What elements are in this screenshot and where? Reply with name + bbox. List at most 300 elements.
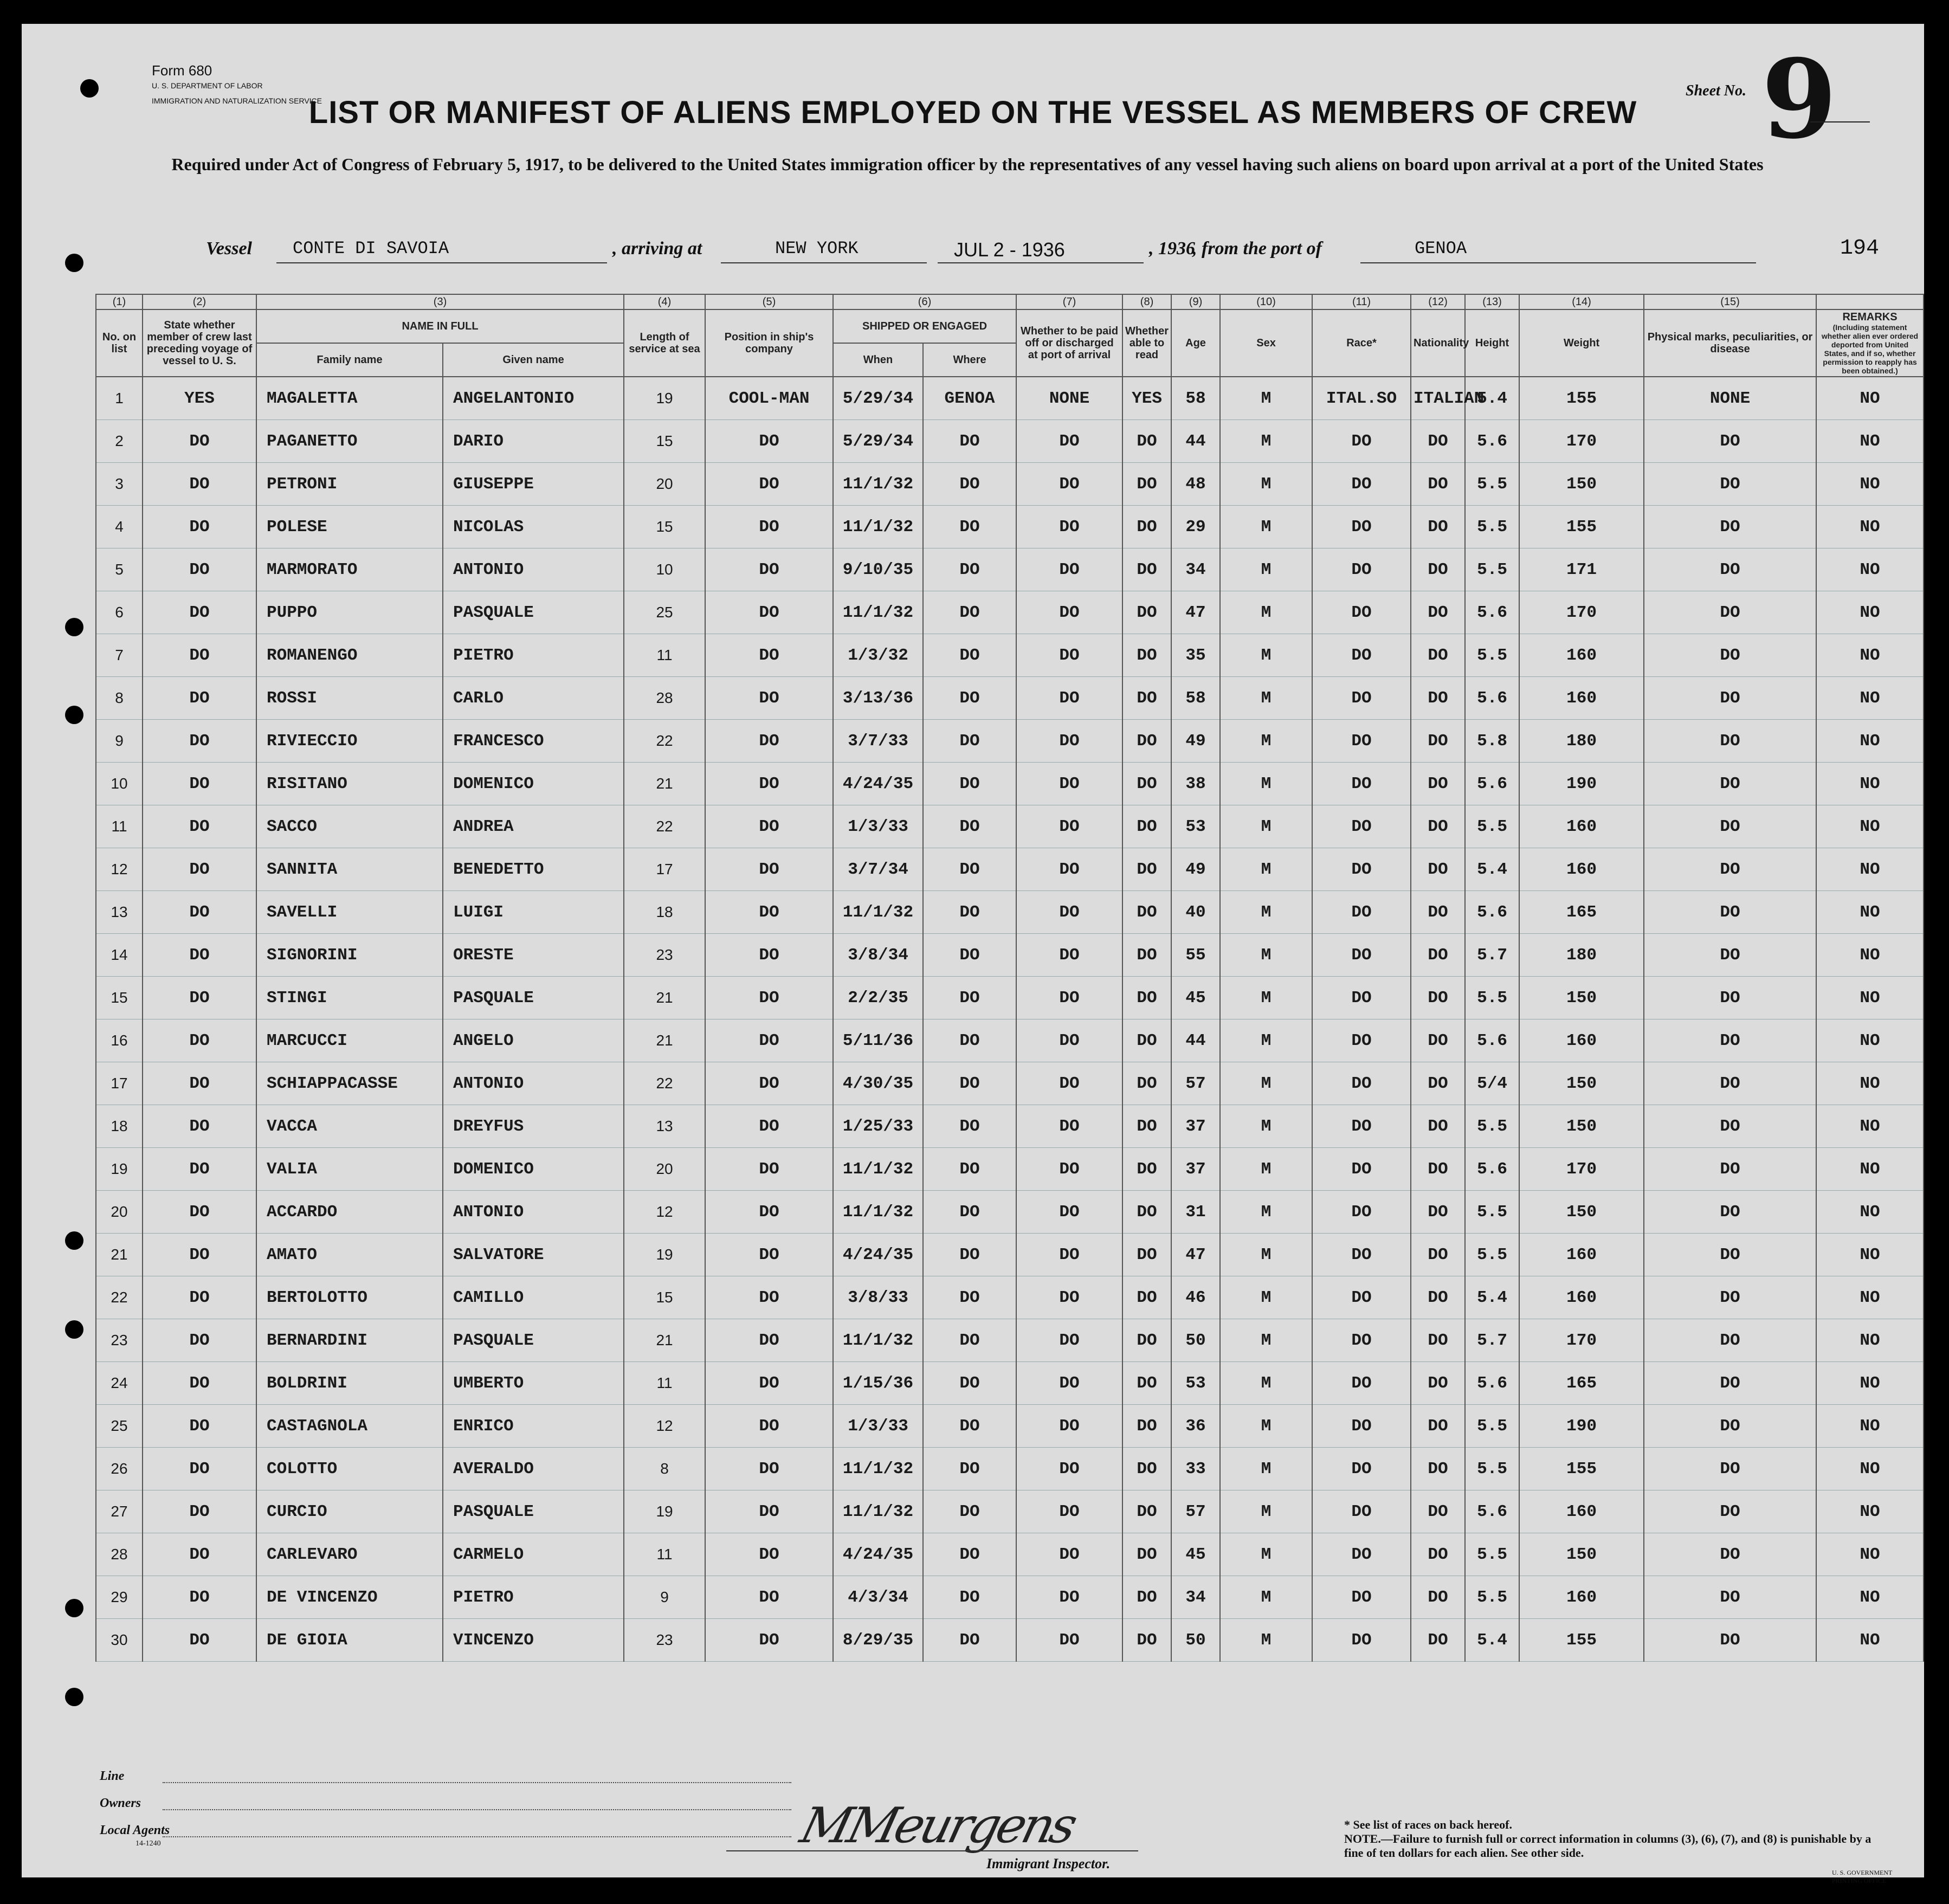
cell-race: DO: [1312, 591, 1411, 634]
cell-given-name: DARIO: [443, 420, 624, 463]
col-num: (13): [1465, 294, 1519, 309]
cell-shipped-where: GENOA: [923, 377, 1016, 420]
cell-family-name: VACCA: [256, 1105, 443, 1148]
cell-able-to-read: DO: [1122, 1619, 1171, 1662]
cell-paid-off: DO: [1016, 1448, 1122, 1490]
cell-race: DO: [1312, 1448, 1411, 1490]
cell-age: 58: [1171, 677, 1220, 720]
cell-race: DO: [1312, 1276, 1411, 1319]
cell-service-length: 28: [624, 677, 705, 720]
cell-row-number: 15: [96, 977, 143, 1019]
cell-family-name: BOLDRINI: [256, 1362, 443, 1405]
cell-family-name: SACCO: [256, 805, 443, 848]
cell-service-length: 12: [624, 1191, 705, 1234]
col-num: (4): [624, 294, 705, 309]
cell-nationality: DO: [1411, 1148, 1465, 1191]
cell-paid-off: NONE: [1016, 377, 1122, 420]
binder-hole: [65, 1320, 83, 1339]
cell-race: DO: [1312, 1619, 1411, 1662]
cell-race: DO: [1312, 506, 1411, 548]
cell-remarks: NO: [1816, 720, 1924, 763]
cell-position: DO: [705, 1234, 833, 1276]
cell-age: 58: [1171, 377, 1220, 420]
cell-able-to-read: DO: [1122, 1362, 1171, 1405]
cell-height: 5.5: [1465, 1533, 1519, 1576]
cell-service-length: 9: [624, 1576, 705, 1619]
column-number-row: [96, 294, 1924, 309]
cell-given-name: UMBERTO: [443, 1362, 624, 1405]
corner-number: 194: [1840, 236, 1880, 261]
cell-age: 47: [1171, 591, 1220, 634]
cell-row-number: 21: [96, 1234, 143, 1276]
page-title: LIST OR MANIFEST OF ALIENS EMPLOYED ON THE VESSEL AS MEMBERS OF CREW: [308, 95, 1637, 130]
cell-weight: 155: [1519, 1448, 1644, 1490]
cell-age: 34: [1171, 548, 1220, 591]
cell-able-to-read: DO: [1122, 1276, 1171, 1319]
remarks-note: (Including statement whether alien ever ordered deported from United States, and if so, whether permission to reapply has been obtained.): [1821, 323, 1919, 375]
cell-position: DO: [705, 1533, 833, 1576]
cell-shipped-where: DO: [923, 463, 1016, 506]
cell-row-number: 16: [96, 1019, 143, 1062]
cell-weight: 170: [1519, 591, 1644, 634]
cell-service-length: 23: [624, 1619, 705, 1662]
cell-nationality: ITALIAN: [1411, 377, 1465, 420]
cell-family-name: MAGALETTA: [256, 377, 443, 420]
cell-able-to-read: DO: [1122, 891, 1171, 934]
cell-weight: 150: [1519, 1062, 1644, 1105]
cell-shipped-where: DO: [923, 420, 1016, 463]
table-row: [96, 1191, 1924, 1234]
table-row: [96, 1362, 1924, 1405]
cell-sex: M: [1220, 1405, 1312, 1448]
table-row: [96, 720, 1924, 763]
cell-sex: M: [1220, 548, 1312, 591]
remarks-title: REMARKS: [1842, 311, 1898, 323]
cell-shipped-when: 3/7/34: [833, 848, 923, 891]
cell-sex: M: [1220, 934, 1312, 977]
cell-shipped-when: 9/10/35: [833, 548, 923, 591]
col-header-given: Given name: [443, 343, 624, 377]
cell-weight: 171: [1519, 548, 1644, 591]
col-num: (12): [1411, 294, 1465, 309]
vessel-underline: [276, 262, 607, 263]
cell-position: DO: [705, 634, 833, 677]
cell-given-name: AVERALDO: [443, 1448, 624, 1490]
cell-given-name: ANGELO: [443, 1019, 624, 1062]
cell-shipped-when: 8/29/35: [833, 1619, 923, 1662]
cell-height: 5.6: [1465, 891, 1519, 934]
cell-sex: M: [1220, 463, 1312, 506]
cell-race: DO: [1312, 463, 1411, 506]
cell-service-length: 11: [624, 1533, 705, 1576]
cell-family-name: SIGNORINI: [256, 934, 443, 977]
cell-age: 40: [1171, 891, 1220, 934]
cell-height: 5/4: [1465, 1062, 1519, 1105]
cell-race: DO: [1312, 1148, 1411, 1191]
table-row: [96, 1019, 1924, 1062]
cell-sex: M: [1220, 1105, 1312, 1148]
cell-physical-marks: DO: [1644, 1191, 1816, 1234]
table-row: [96, 805, 1924, 848]
cell-able-to-read: YES: [1122, 377, 1171, 420]
cell-sex: M: [1220, 420, 1312, 463]
cell-given-name: ANTONIO: [443, 1062, 624, 1105]
cell-family-name: ROSSI: [256, 677, 443, 720]
cell-height: 5.5: [1465, 977, 1519, 1019]
cell-able-to-read: DO: [1122, 463, 1171, 506]
cell-remarks: NO: [1816, 891, 1924, 934]
cell-weight: 180: [1519, 720, 1644, 763]
binder-hole: [80, 79, 99, 98]
cell-row-number: 17: [96, 1062, 143, 1105]
table-row: [96, 934, 1924, 977]
cell-service-length: 22: [624, 720, 705, 763]
cell-weight: 150: [1519, 463, 1644, 506]
cell-age: 49: [1171, 848, 1220, 891]
cell-service-length: 12: [624, 1405, 705, 1448]
cell-row-number: 14: [96, 934, 143, 977]
cell-weight: 190: [1519, 1405, 1644, 1448]
col-num: (2): [143, 294, 256, 309]
cell-given-name: PASQUALE: [443, 1490, 624, 1533]
cell-able-to-read: DO: [1122, 1319, 1171, 1362]
cell-shipped-where: DO: [923, 1533, 1016, 1576]
header-row: [96, 309, 1924, 343]
table-row: [96, 1062, 1924, 1105]
cell-height: 5.5: [1465, 1105, 1519, 1148]
cell-crew-state: DO: [143, 720, 256, 763]
cell-able-to-read: DO: [1122, 1533, 1171, 1576]
cell-shipped-when: 11/1/32: [833, 1191, 923, 1234]
cell-physical-marks: DO: [1644, 1448, 1816, 1490]
cell-race: DO: [1312, 891, 1411, 934]
from-port: GENOA: [1415, 238, 1467, 259]
cell-sex: M: [1220, 977, 1312, 1019]
form-number: Form 680: [152, 62, 212, 79]
cell-nationality: DO: [1411, 1533, 1465, 1576]
cell-shipped-when: 3/7/33: [833, 720, 923, 763]
cell-remarks: NO: [1816, 1619, 1924, 1662]
cell-sex: M: [1220, 1234, 1312, 1276]
cell-weight: 150: [1519, 1191, 1644, 1234]
cell-shipped-where: DO: [923, 977, 1016, 1019]
cell-sex: M: [1220, 1448, 1312, 1490]
cell-row-number: 25: [96, 1405, 143, 1448]
cell-weight: 160: [1519, 805, 1644, 848]
cell-nationality: DO: [1411, 1019, 1465, 1062]
cell-shipped-where: DO: [923, 934, 1016, 977]
cell-age: 57: [1171, 1490, 1220, 1533]
col-num: (15): [1644, 294, 1816, 309]
cell-shipped-when: 1/3/33: [833, 805, 923, 848]
cell-given-name: DOMENICO: [443, 763, 624, 805]
inspector-label: Immigrant Inspector.: [986, 1856, 1111, 1871]
cell-row-number: 6: [96, 591, 143, 634]
service: IMMIGRATION AND NATURALIZATION SERVICE: [152, 96, 322, 105]
cell-family-name: AMATO: [256, 1234, 443, 1276]
col-header-nationality: Nationality: [1411, 309, 1465, 377]
cell-crew-state: DO: [143, 1234, 256, 1276]
cell-physical-marks: DO: [1644, 1319, 1816, 1362]
cell-height: 5.5: [1465, 634, 1519, 677]
cell-age: 50: [1171, 1319, 1220, 1362]
table-row: [96, 463, 1924, 506]
cell-shipped-where: DO: [923, 805, 1016, 848]
cell-family-name: DE GIOIA: [256, 1619, 443, 1662]
cell-able-to-read: DO: [1122, 848, 1171, 891]
cell-shipped-where: DO: [923, 1490, 1016, 1533]
cell-shipped-where: DO: [923, 1362, 1016, 1405]
cell-sex: M: [1220, 1490, 1312, 1533]
col-header-remarks: [1816, 309, 1924, 377]
cell-remarks: NO: [1816, 1191, 1924, 1234]
cell-given-name: PASQUALE: [443, 1319, 624, 1362]
col-num: [1816, 294, 1924, 309]
cell-remarks: NO: [1816, 1448, 1924, 1490]
cell-row-number: 5: [96, 548, 143, 591]
cell-crew-state: DO: [143, 1448, 256, 1490]
cell-shipped-where: DO: [923, 1105, 1016, 1148]
cell-weight: 180: [1519, 934, 1644, 977]
col-num: (5): [705, 294, 833, 309]
cell-weight: 165: [1519, 891, 1644, 934]
cell-family-name: CASTAGNOLA: [256, 1405, 443, 1448]
cell-physical-marks: DO: [1644, 977, 1816, 1019]
cell-family-name: ROMANENGO: [256, 634, 443, 677]
arriving-underline: [721, 262, 927, 263]
cell-given-name: PASQUALE: [443, 977, 624, 1019]
cell-shipped-where: DO: [923, 1148, 1016, 1191]
cell-family-name: BERTOLOTTO: [256, 1276, 443, 1319]
cell-row-number: 2: [96, 420, 143, 463]
cell-sex: M: [1220, 1362, 1312, 1405]
cell-race: DO: [1312, 763, 1411, 805]
cell-physical-marks: DO: [1644, 1019, 1816, 1062]
cell-position: DO: [705, 420, 833, 463]
cell-height: 5.6: [1465, 1148, 1519, 1191]
table-row: [96, 977, 1924, 1019]
cell-row-number: 11: [96, 805, 143, 848]
cell-row-number: 23: [96, 1319, 143, 1362]
cell-position: DO: [705, 977, 833, 1019]
cell-nationality: DO: [1411, 548, 1465, 591]
cell-shipped-when: 11/1/32: [833, 891, 923, 934]
table-row: [96, 1619, 1924, 1662]
cell-family-name: ACCARDO: [256, 1191, 443, 1234]
cell-able-to-read: DO: [1122, 1576, 1171, 1619]
cell-shipped-where: DO: [923, 634, 1016, 677]
cell-position: DO: [705, 1276, 833, 1319]
cell-race: DO: [1312, 1105, 1411, 1148]
cell-race: ITAL.SO: [1312, 377, 1411, 420]
cell-crew-state: DO: [143, 1276, 256, 1319]
cell-given-name: DREYFUS: [443, 1105, 624, 1148]
cell-shipped-when: 11/1/32: [833, 591, 923, 634]
cell-remarks: NO: [1816, 677, 1924, 720]
cell-family-name: SAVELLI: [256, 891, 443, 934]
cell-weight: 160: [1519, 1576, 1644, 1619]
cell-sex: M: [1220, 506, 1312, 548]
table-row: [96, 763, 1924, 805]
cell-height: 5.5: [1465, 1405, 1519, 1448]
cell-weight: 150: [1519, 977, 1644, 1019]
cell-given-name: CARMELO: [443, 1533, 624, 1576]
cell-weight: 150: [1519, 1533, 1644, 1576]
cell-sex: M: [1220, 720, 1312, 763]
cell-position: DO: [705, 891, 833, 934]
cell-paid-off: DO: [1016, 1319, 1122, 1362]
cell-row-number: 7: [96, 634, 143, 677]
cell-family-name: SANNITA: [256, 848, 443, 891]
cell-service-length: 15: [624, 420, 705, 463]
cell-position: DO: [705, 763, 833, 805]
cell-shipped-where: DO: [923, 591, 1016, 634]
cell-paid-off: DO: [1016, 634, 1122, 677]
cell-position: DO: [705, 548, 833, 591]
cell-age: 37: [1171, 1148, 1220, 1191]
col-header-name: NAME IN FULL: [256, 309, 624, 343]
cell-row-number: 22: [96, 1276, 143, 1319]
cell-height: 5.5: [1465, 506, 1519, 548]
page-subtitle: Required under Act of Congress of February 5, 1917, to be delivered to the United States immigration officer by the representatives of any vessel having such aliens on board upon arrival at a port of the United States: [171, 154, 1764, 174]
cell-position: DO: [705, 848, 833, 891]
cell-weight: 170: [1519, 420, 1644, 463]
cell-shipped-where: DO: [923, 1019, 1016, 1062]
table-row: [96, 548, 1924, 591]
cell-nationality: DO: [1411, 1319, 1465, 1362]
binder-hole: [65, 1688, 83, 1706]
cell-given-name: PIETRO: [443, 1576, 624, 1619]
cell-remarks: NO: [1816, 934, 1924, 977]
cell-age: 37: [1171, 1105, 1220, 1148]
cell-shipped-where: DO: [923, 677, 1016, 720]
cell-able-to-read: DO: [1122, 934, 1171, 977]
table-row: [96, 1319, 1924, 1362]
cell-physical-marks: DO: [1644, 1148, 1816, 1191]
cell-shipped-when: 11/1/32: [833, 463, 923, 506]
cell-shipped-where: DO: [923, 1234, 1016, 1276]
cell-nationality: DO: [1411, 1448, 1465, 1490]
cell-physical-marks: DO: [1644, 1576, 1816, 1619]
cell-shipped-when: 1/25/33: [833, 1105, 923, 1148]
cell-service-length: 8: [624, 1448, 705, 1490]
cell-age: 44: [1171, 420, 1220, 463]
signature-line: [726, 1850, 1138, 1851]
col-num: (3): [256, 294, 624, 309]
cell-age: 36: [1171, 1405, 1220, 1448]
cell-remarks: NO: [1816, 634, 1924, 677]
cell-service-length: 11: [624, 634, 705, 677]
cell-family-name: BERNARDINI: [256, 1319, 443, 1362]
table-row: [96, 377, 1924, 420]
cell-race: DO: [1312, 1533, 1411, 1576]
cell-paid-off: DO: [1016, 1234, 1122, 1276]
cell-service-length: 11: [624, 1362, 705, 1405]
cell-physical-marks: DO: [1644, 1234, 1816, 1276]
col-header-no: No. on list: [96, 309, 143, 377]
cell-family-name: SCHIAPPACASSE: [256, 1062, 443, 1105]
cell-height: 5.6: [1465, 763, 1519, 805]
cell-service-length: 21: [624, 1019, 705, 1062]
cell-family-name: PAGANETTO: [256, 420, 443, 463]
cell-remarks: NO: [1816, 506, 1924, 548]
cell-nationality: DO: [1411, 1276, 1465, 1319]
cell-shipped-when: 1/3/33: [833, 1405, 923, 1448]
cell-position: DO: [705, 1148, 833, 1191]
cell-race: DO: [1312, 977, 1411, 1019]
cell-weight: 160: [1519, 1019, 1644, 1062]
cell-remarks: NO: [1816, 1062, 1924, 1105]
line-dots: [163, 1782, 791, 1783]
cell-weight: 170: [1519, 1148, 1644, 1191]
cell-physical-marks: DO: [1644, 1619, 1816, 1662]
cell-shipped-where: DO: [923, 1576, 1016, 1619]
cell-nationality: DO: [1411, 1234, 1465, 1276]
cell-nationality: DO: [1411, 1362, 1465, 1405]
cell-shipped-when: 11/1/32: [833, 1448, 923, 1490]
cell-weight: 150: [1519, 1105, 1644, 1148]
cell-race: DO: [1312, 1234, 1411, 1276]
cell-height: 5.4: [1465, 1619, 1519, 1662]
cell-given-name: GIUSEPPE: [443, 463, 624, 506]
cell-row-number: 10: [96, 763, 143, 805]
cell-nationality: DO: [1411, 677, 1465, 720]
cell-weight: 190: [1519, 763, 1644, 805]
sheet-label: Sheet No.: [1686, 82, 1746, 99]
cell-position: DO: [705, 1490, 833, 1533]
cell-crew-state: DO: [143, 891, 256, 934]
cell-row-number: 19: [96, 1148, 143, 1191]
cell-family-name: VALIA: [256, 1148, 443, 1191]
cell-position: DO: [705, 720, 833, 763]
cell-row-number: 9: [96, 720, 143, 763]
cell-paid-off: DO: [1016, 720, 1122, 763]
cell-height: 5.5: [1465, 805, 1519, 848]
col-num: (9): [1171, 294, 1220, 309]
cell-family-name: POLESE: [256, 506, 443, 548]
year: , 1936: [1149, 238, 1195, 259]
cell-crew-state: DO: [143, 506, 256, 548]
cell-service-length: 22: [624, 805, 705, 848]
cell-family-name: PETRONI: [256, 463, 443, 506]
cell-physical-marks: DO: [1644, 1533, 1816, 1576]
cell-crew-state: DO: [143, 1576, 256, 1619]
cell-paid-off: DO: [1016, 1619, 1122, 1662]
cell-crew-state: YES: [143, 377, 256, 420]
cell-shipped-where: DO: [923, 763, 1016, 805]
cell-remarks: NO: [1816, 1019, 1924, 1062]
arrival-date: JUL 2 - 1936: [954, 238, 1065, 261]
table-row: [96, 1276, 1924, 1319]
cell-height: 5.6: [1465, 591, 1519, 634]
cell-physical-marks: DO: [1644, 420, 1816, 463]
cell-able-to-read: DO: [1122, 591, 1171, 634]
cell-able-to-read: DO: [1122, 1405, 1171, 1448]
cell-nationality: DO: [1411, 763, 1465, 805]
cell-sex: M: [1220, 1533, 1312, 1576]
cell-family-name: CARLEVARO: [256, 1533, 443, 1576]
cell-height: 5.6: [1465, 1019, 1519, 1062]
cell-nationality: DO: [1411, 1191, 1465, 1234]
cell-shipped-when: 4/24/35: [833, 1533, 923, 1576]
cell-service-length: 15: [624, 1276, 705, 1319]
cell-age: 31: [1171, 1191, 1220, 1234]
cell-shipped-where: DO: [923, 1619, 1016, 1662]
cell-crew-state: DO: [143, 1062, 256, 1105]
cell-shipped-when: 3/13/36: [833, 677, 923, 720]
cell-shipped-where: DO: [923, 1319, 1016, 1362]
vessel-name: CONTE DI SAVOIA: [293, 238, 449, 259]
